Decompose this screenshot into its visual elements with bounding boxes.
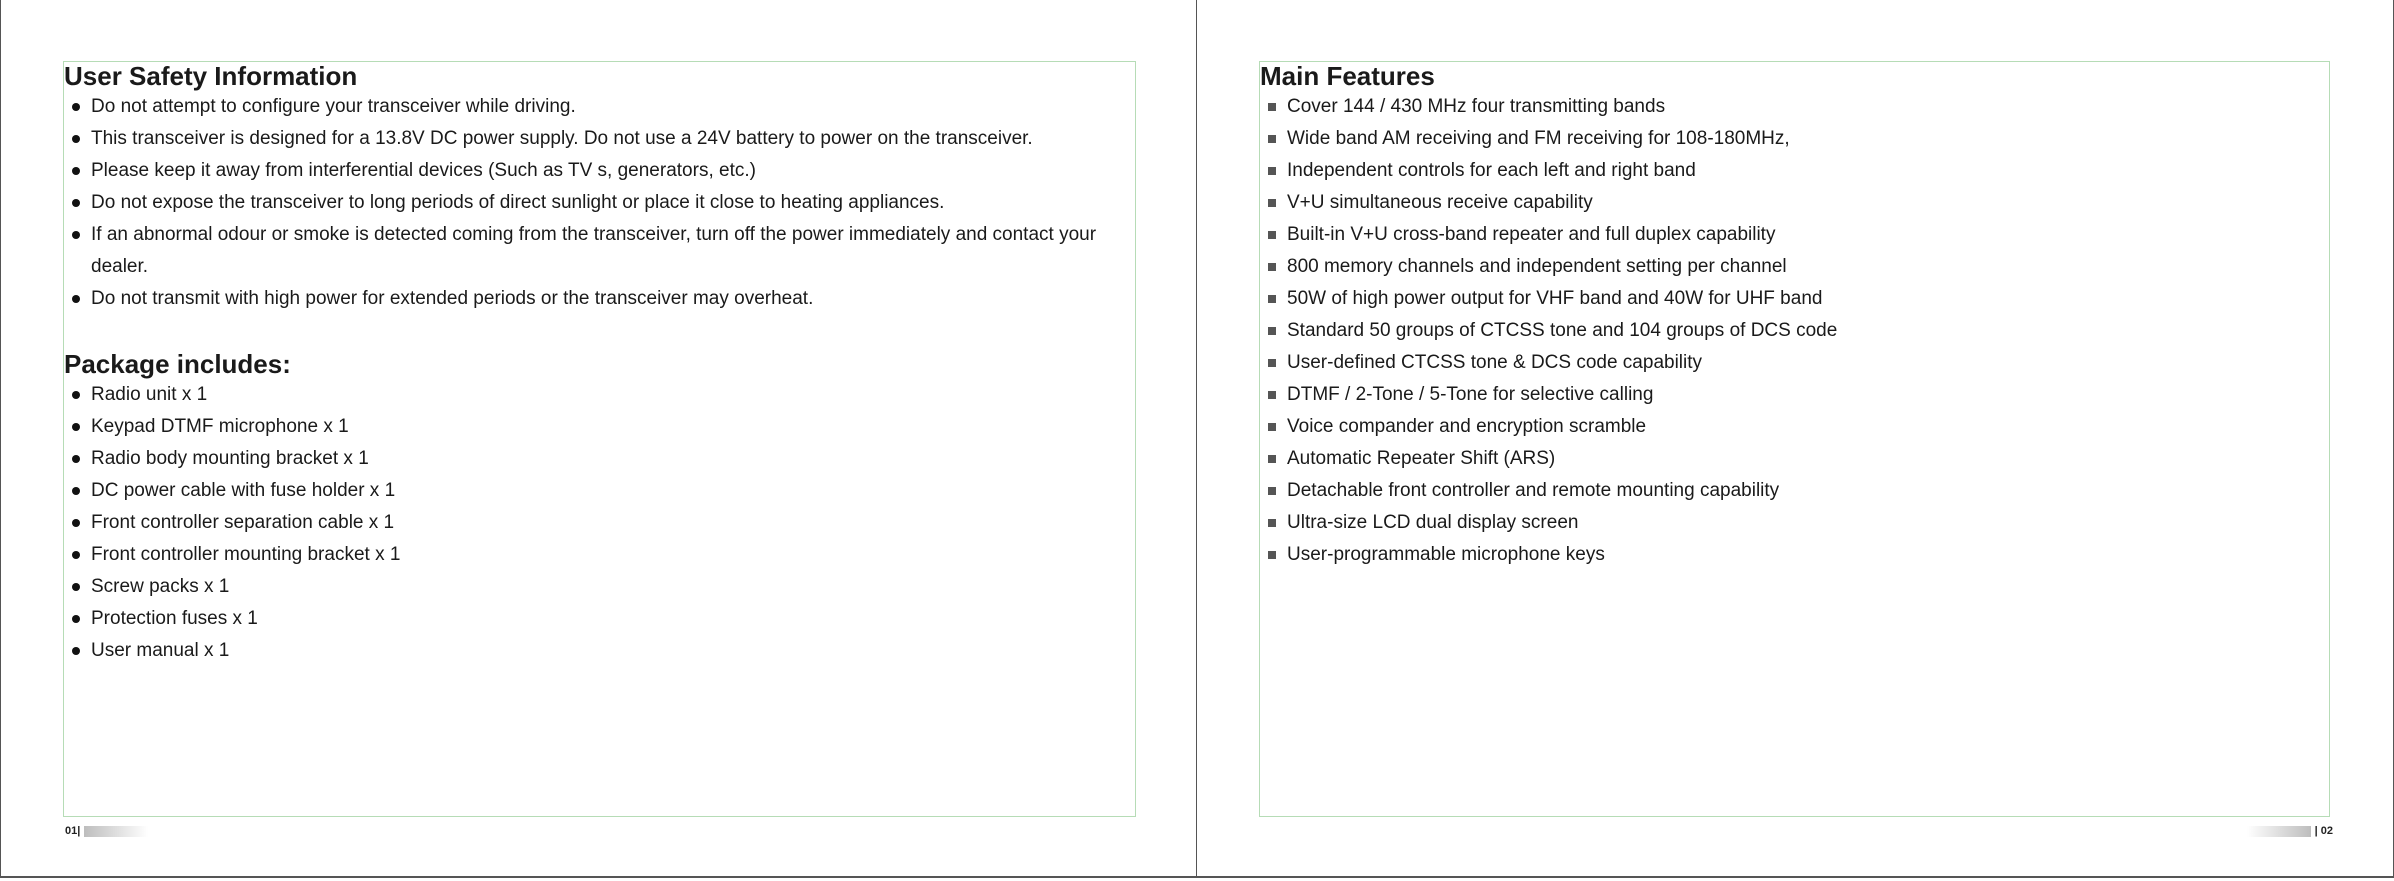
list-item: If an abnormal odour or smoke is detected coming from the transceiver, turn off the power immediately and contact your dealer. bbox=[64, 219, 1125, 283]
safety-list bbox=[64, 91, 1125, 315]
right-page bbox=[1196, 0, 2394, 878]
page-number-right bbox=[2247, 825, 2333, 837]
page-number-left bbox=[65, 825, 148, 837]
list-item: User manual x 1 bbox=[64, 635, 1125, 667]
list-item: DTMF / 2-Tone / 5-Tone for selective calling bbox=[1260, 379, 2319, 411]
list-item: Built-in V+U cross-band repeater and full duplex capability bbox=[1260, 219, 2319, 251]
list-item: Front controller mounting bracket x 1 bbox=[64, 539, 1125, 571]
list-item: Please keep it away from interferential devices (Such as TV s, generators, etc.) bbox=[64, 155, 1125, 187]
list-item: Do not expose the transceiver to long periods of direct sunlight or place it close to heating appliances. bbox=[64, 187, 1125, 219]
list-item: DC power cable with fuse holder x 1 bbox=[64, 475, 1125, 507]
package-section bbox=[64, 349, 1125, 667]
list-item: Radio unit x 1 bbox=[64, 379, 1125, 411]
list-item: Independent controls for each left and right band bbox=[1260, 155, 2319, 187]
page-number-gradient-bar bbox=[2247, 826, 2311, 837]
list-item: 50W of high power output for VHF band and 40W for UHF band bbox=[1260, 283, 2319, 315]
features-section bbox=[1260, 61, 2319, 571]
package-title: Package includes: bbox=[64, 349, 291, 379]
list-item: Do not attempt to configure your transceiver while driving. bbox=[64, 91, 1125, 123]
list-item: 800 memory channels and independent setting per channel bbox=[1260, 251, 2319, 283]
list-item: Keypad DTMF microphone x 1 bbox=[64, 411, 1125, 443]
left-page bbox=[0, 0, 1196, 878]
list-item: Ultra-size LCD dual display screen bbox=[1260, 507, 2319, 539]
list-item: Protection fuses x 1 bbox=[64, 603, 1125, 635]
package-list bbox=[64, 379, 1125, 667]
right-content-frame bbox=[1259, 61, 2330, 817]
list-item: Radio body mounting bracket x 1 bbox=[64, 443, 1125, 475]
safety-title: User Safety Information bbox=[64, 61, 358, 91]
page-number-gradient-bar bbox=[84, 826, 148, 837]
list-item: Voice compander and encryption scramble bbox=[1260, 411, 2319, 443]
list-item: Wide band AM receiving and FM receiving for 108-180MHz, bbox=[1260, 123, 2319, 155]
list-item: Cover 144 / 430 MHz four transmitting bands bbox=[1260, 91, 2319, 123]
list-item: V+U simultaneous receive capability bbox=[1260, 187, 2319, 219]
list-item: This transceiver is designed for a 13.8V DC power supply. Do not use a 24V battery to power on the transceiver. bbox=[64, 123, 1125, 155]
features-list bbox=[1260, 91, 2319, 571]
list-item: Do not transmit with high power for extended periods or the transceiver may overheat. bbox=[64, 283, 1125, 315]
list-item: Detachable front controller and remote mounting capability bbox=[1260, 475, 2319, 507]
list-item: Standard 50 groups of CTCSS tone and 104 groups of DCS code bbox=[1260, 315, 2319, 347]
safety-section bbox=[64, 61, 1125, 315]
list-item: Screw packs x 1 bbox=[64, 571, 1125, 603]
list-item: User-programmable microphone keys bbox=[1260, 539, 2319, 571]
list-item: Automatic Repeater Shift (ARS) bbox=[1260, 443, 2319, 475]
list-item: Front controller separation cable x 1 bbox=[64, 507, 1125, 539]
left-content-frame bbox=[63, 61, 1136, 817]
page-number-text: | 02 bbox=[2314, 825, 2333, 837]
features-title: Main Features bbox=[1260, 61, 1435, 91]
page-number-text: 01| bbox=[65, 825, 81, 837]
list-item: User-defined CTCSS tone & DCS code capability bbox=[1260, 347, 2319, 379]
